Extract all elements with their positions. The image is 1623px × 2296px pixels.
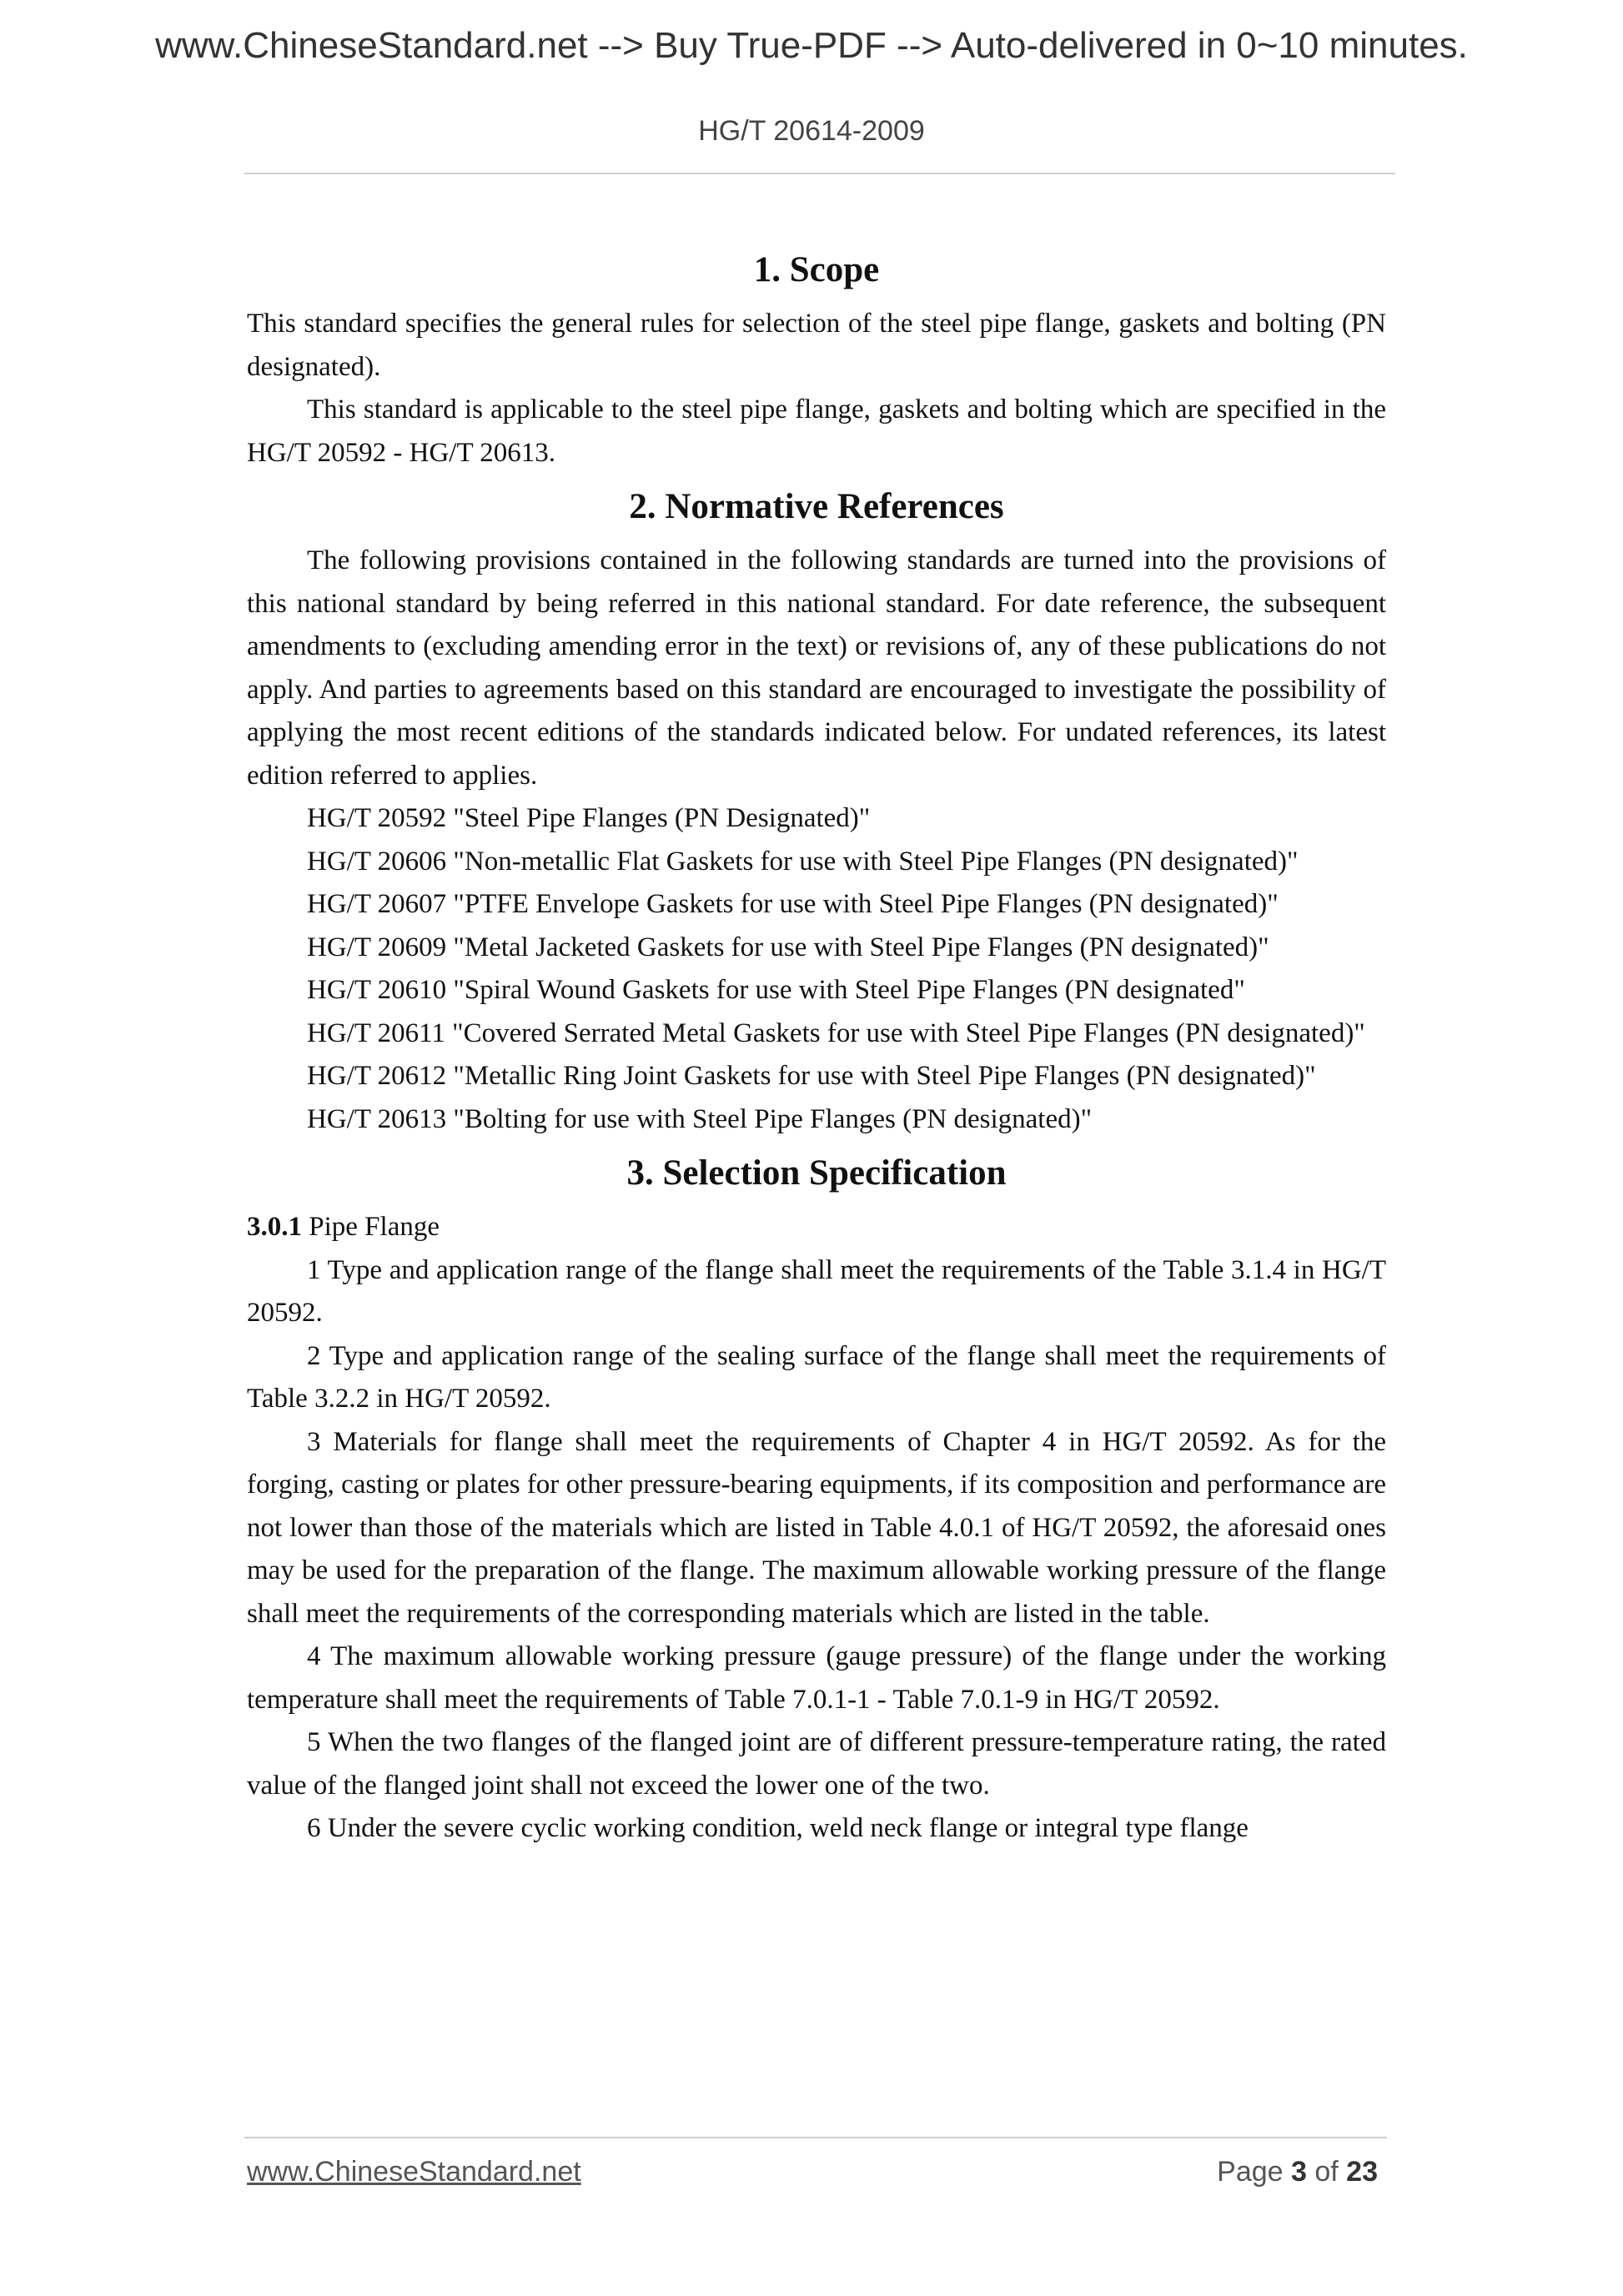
page-of: of (1306, 2156, 1347, 2188)
footer-site-link[interactable]: www.ChineseStandard.net (247, 2156, 581, 2188)
clause-item: 4 The maximum allowable working pressure (gauge pressure) of the flange under the working temperature shall meet the requirements of Table 7.0.1-1 - Table 7.0.1-9 in HG/T 20592. (247, 1641, 1386, 1715)
reference-item: HG/T 20606 "Non-metallic Flat Gaskets for use with Steel Pipe Flanges (PN designated)" (307, 846, 1299, 877)
reference-item: HG/T 20607 "PTFE Envelope Gaskets for use with Steel Pipe Flanges (PN designated)" (307, 889, 1279, 919)
clause-item: 6 Under the severe cyclic working condition, weld neck flange or integral type flange (307, 1813, 1249, 1843)
clause-item: 2 Type and application range of the sealing surface of the flange shall meet the requirements of Table 3.2.2 in HG/T 20592. (247, 1340, 1386, 1414)
reference-item: HG/T 20612 "Metallic Ring Joint Gaskets for use with Steel Pipe Flanges (PN designated)" (307, 1061, 1316, 1091)
page-prefix: Page (1217, 2156, 1291, 2188)
standard-number: HG/T 20614-2009 (698, 115, 925, 147)
scope-paragraph-1: This standard specifies the general rules for selection of the steel pipe flange, gaskets and bolting (PN designated). (247, 309, 1386, 382)
clause-title: Pipe Flange (302, 1212, 440, 1242)
page-content (247, 238, 1386, 1851)
clause-heading (247, 1206, 1386, 1249)
header-banner: www.ChineseStandard.net --> Buy True-PDF --> Auto-delivered in 0~10 minutes. (155, 25, 1468, 66)
clause-item: 5 When the two flanges of the flanged joint are of different pressure-temperature rating, the rated value of the flanged joint shall not exceed the lower one of the two. (247, 1727, 1386, 1801)
normative-intro: The following provisions contained in the following standards are turned into the provisions of this national standard by being referred in this national standard. For date reference, the subsequent amendments to (excluding amending error in the text) or revisions of, any of these publications do not apply. And parties to agreements based on this standard are encouraged to investigate the possibility of applying the most recent editions of the standards indicated below. For undated references, its latest edition referred to applies. (247, 545, 1386, 791)
reference-item: HG/T 20611 "Covered Serrated Metal Gaskets for use with Steel Pipe Flanges (PN designated)" (307, 1017, 1365, 1048)
page-total: 23 (1346, 2156, 1378, 2188)
header-divider (244, 173, 1395, 174)
section-title-scope: 1. Scope (753, 250, 880, 289)
reference-item: HG/T 20610 "Spiral Wound Gaskets for use with Steel Pipe Flanges (PN designated" (307, 975, 1245, 1005)
clause-number: 3.0.1 (247, 1212, 302, 1242)
clause-item: 1 Type and application range of the flange shall meet the requirements of the Table 3.1.4 in HG/T 20592. (247, 1254, 1386, 1328)
clause-item: 3 Materials for flange shall meet the requirements of Chapter 4 in HG/T 20592. As for the forging, casting or plates for other pressure-bearing equipments, if its composition and performance are not lower than those of the materials which are listed in Table 4.0.1 of HG/T 20592, the aforesaid ones may be used for the preparation of the flange. The maximum allowable working pressure of the flange shall meet the requirements of the corresponding materials which are listed in the table. (247, 1426, 1386, 1629)
reference-item: HG/T 20609 "Metal Jacketed Gaskets for use with Steel Pipe Flanges (PN designated)" (307, 932, 1269, 962)
section-title-normative-references: 2. Normative References (629, 487, 1004, 526)
reference-item: HG/T 20613 "Bolting for use with Steel Pipe Flanges (PN designated)" (307, 1103, 1093, 1134)
page-current: 3 (1291, 2156, 1307, 2188)
page-number (1217, 2156, 1378, 2188)
section-title-selection-specification: 3. Selection Specification (626, 1153, 1007, 1193)
scope-paragraph-2: This standard is applicable to the steel pipe flange, gaskets and bolting which are specified in the HG/T 20592 - HG/T 20613. (247, 394, 1386, 468)
reference-item: HG/T 20592 "Steel Pipe Flanges (PN Designated)" (307, 803, 871, 833)
footer-divider (244, 2137, 1387, 2138)
